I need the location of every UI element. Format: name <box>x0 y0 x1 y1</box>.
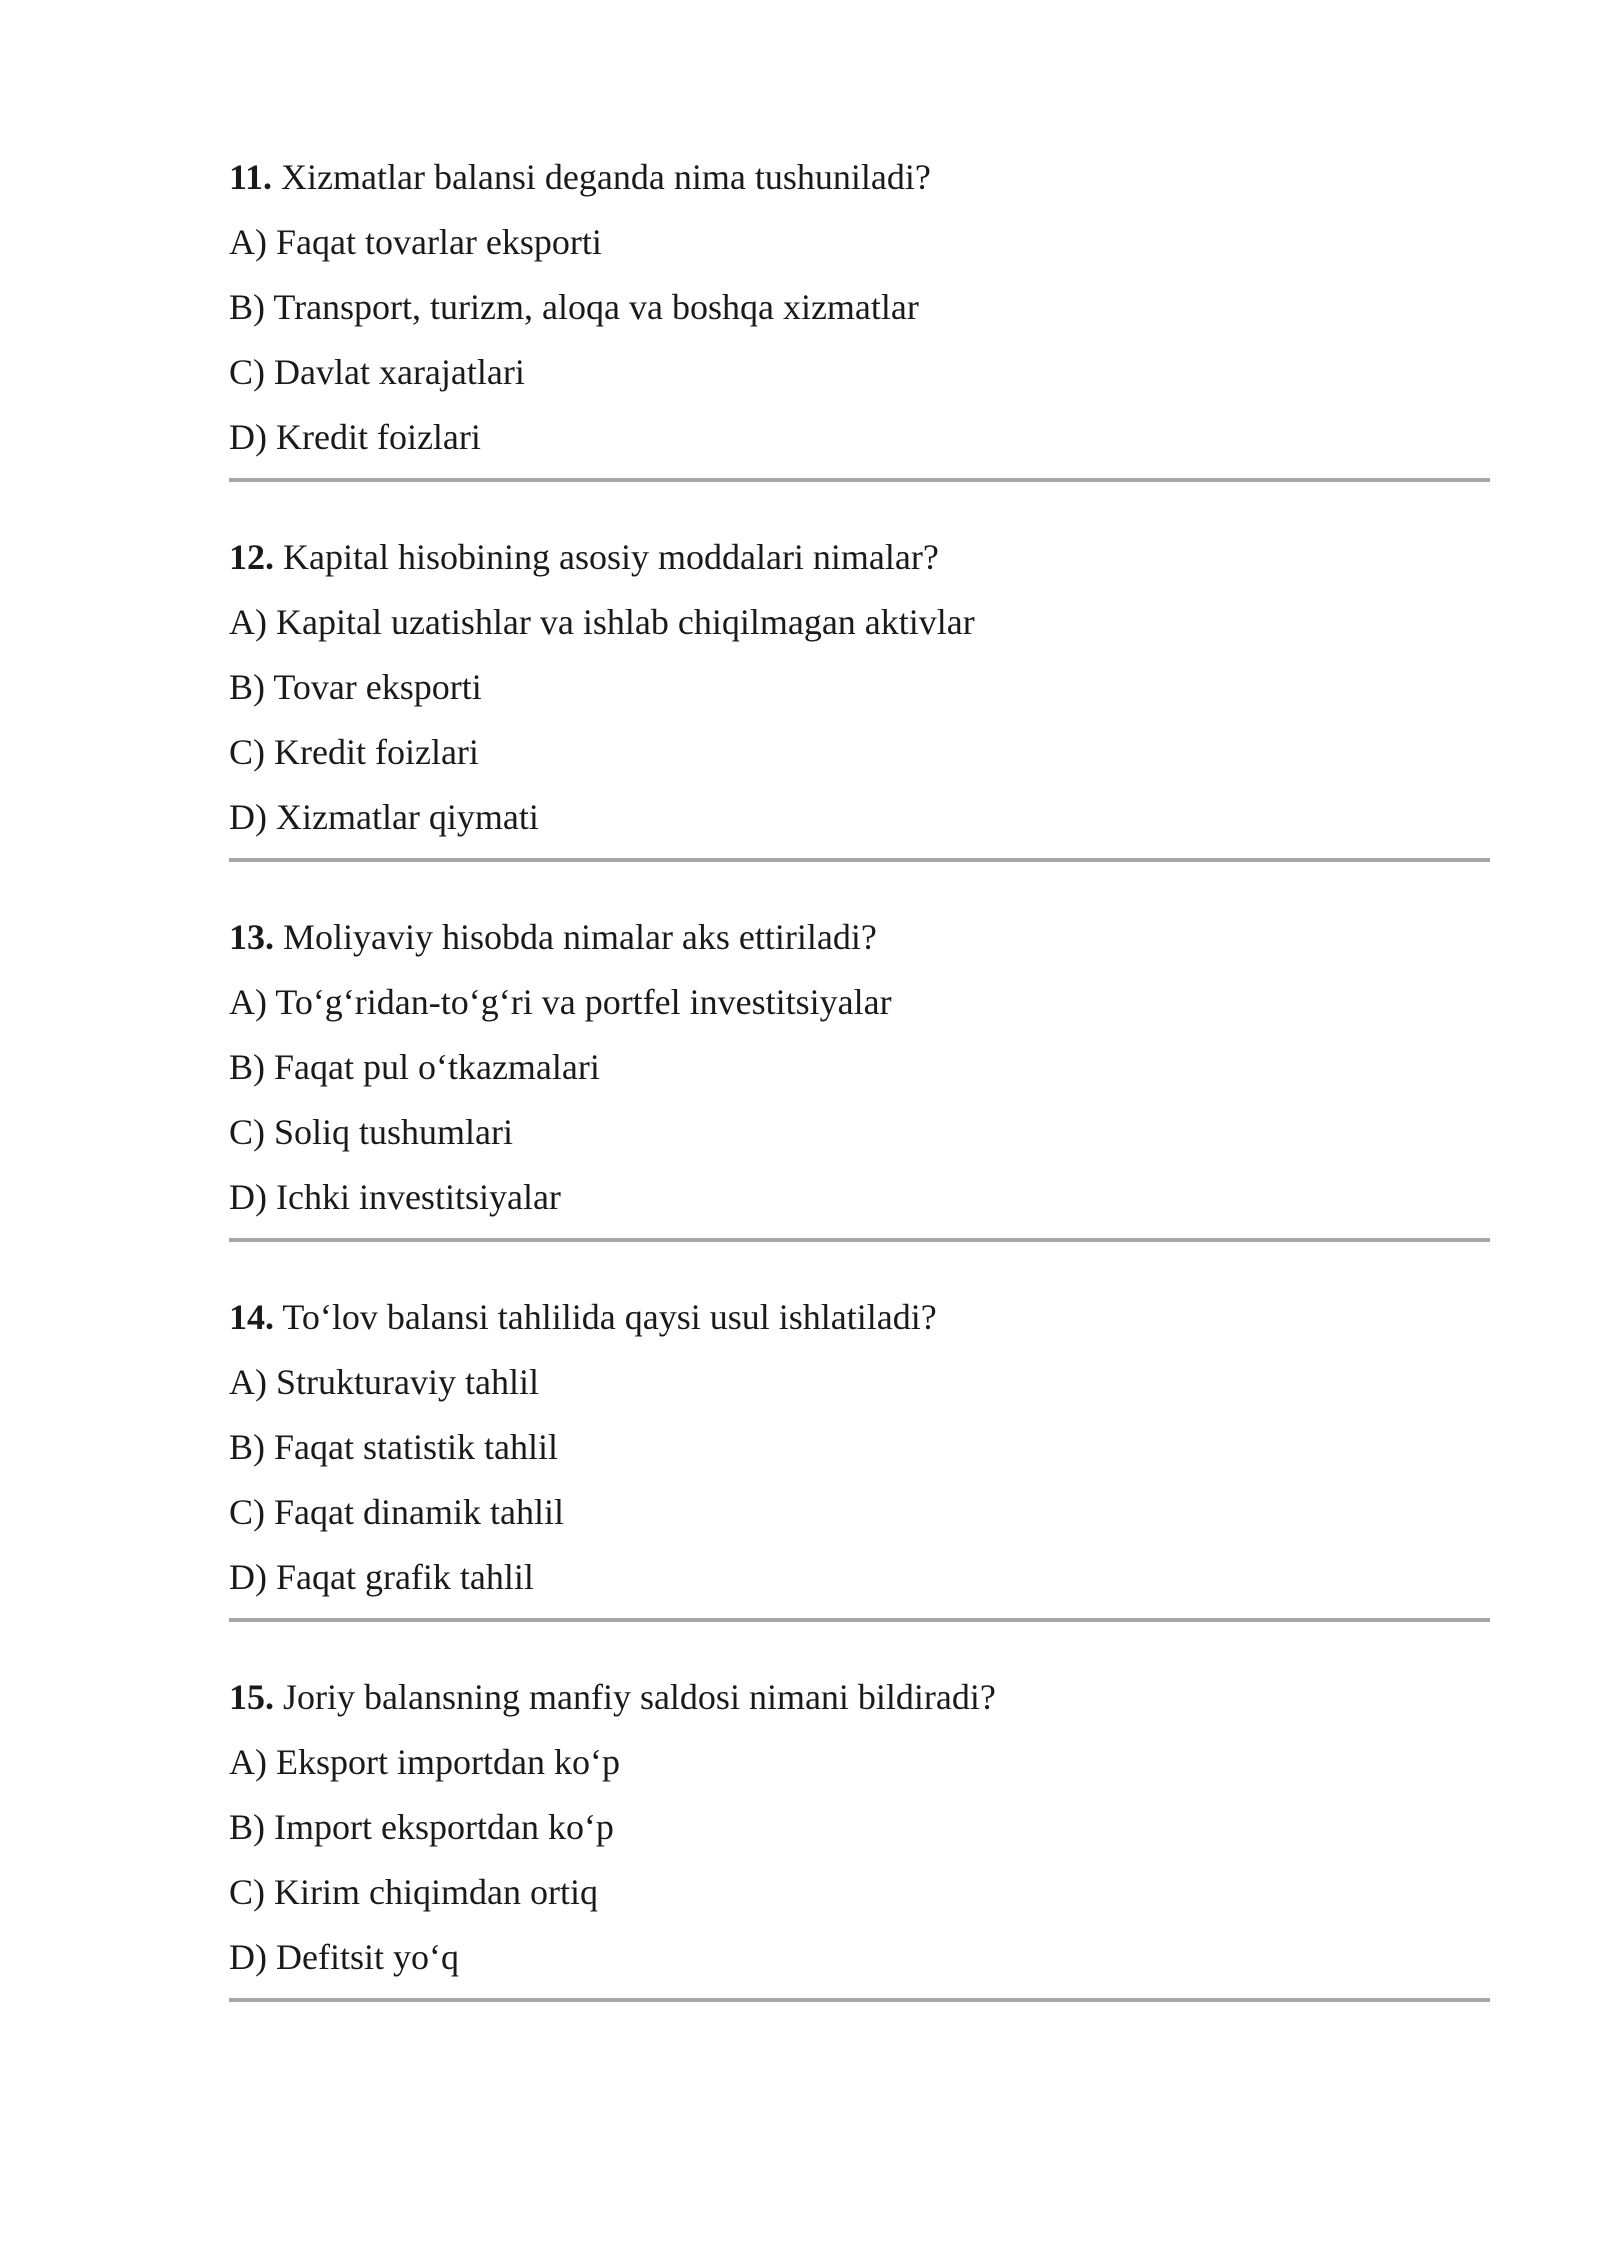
question-number: 15. <box>229 1677 274 1717</box>
option-b: B) Tovar eksporti <box>229 667 482 707</box>
question-text-line <box>229 1665 1490 1730</box>
option-c: C) Soliq tushumlari <box>229 1112 514 1152</box>
question-text: Xizmatlar balansi deganda nima tushuniladi? <box>281 157 931 197</box>
option-b: B) Faqat pul o‘tkazmalari <box>229 1047 600 1087</box>
question-text-line <box>229 525 1490 590</box>
question-11 <box>229 145 1490 525</box>
option-d: D) Xizmatlar qiymati <box>229 797 539 837</box>
question-text: To‘lov balansi tahlilida qaysi usul ishlatiladi? <box>282 1297 937 1337</box>
option-d: D) Ichki investitsiyalar <box>229 1177 561 1217</box>
question-number: 11. <box>229 157 273 197</box>
question-number: 14. <box>229 1297 274 1337</box>
question-13 <box>229 905 1490 1285</box>
option-b: B) Faqat statistik tahlil <box>229 1427 558 1467</box>
divider <box>229 1998 1490 2002</box>
option-c: C) Kirim chiqimdan ortiq <box>229 1872 598 1912</box>
quiz-page <box>229 145 1490 2045</box>
option-d: D) Defitsit yo‘q <box>229 1937 459 1977</box>
question-text: Kapital hisobining asosiy moddalari nimalar? <box>283 537 939 577</box>
question-text-line <box>229 145 1490 210</box>
option-d: D) Faqat grafik tahlil <box>229 1557 534 1597</box>
question-number: 12. <box>229 537 274 577</box>
option-c: C) Kredit foizlari <box>229 732 479 772</box>
option-a: A) Eksport importdan ko‘p <box>229 1742 620 1782</box>
divider <box>229 858 1490 862</box>
question-text: Joriy balansning manfiy saldosi nimani bildiradi? <box>283 1677 996 1717</box>
divider <box>229 1238 1490 1242</box>
question-text: Moliyaviy hisobda nimalar aks ettiriladi? <box>283 917 877 957</box>
option-b: B) Transport, turizm, aloqa va boshqa xizmatlar <box>229 287 919 327</box>
option-a: A) Strukturaviy tahlil <box>229 1362 539 1402</box>
divider <box>229 478 1490 482</box>
question-14 <box>229 1285 1490 1665</box>
question-12 <box>229 525 1490 905</box>
question-text-line <box>229 1285 1490 1350</box>
option-a: A) To‘g‘ridan-to‘g‘ri va portfel investitsiyalar <box>229 982 892 1022</box>
option-a: A) Kapital uzatishlar va ishlab chiqilmagan aktivlar <box>229 602 975 642</box>
question-text-line <box>229 905 1490 970</box>
option-d: D) Kredit foizlari <box>229 417 481 457</box>
question-15 <box>229 1665 1490 2045</box>
divider <box>229 1618 1490 1622</box>
question-number: 13. <box>229 917 274 957</box>
option-a: A) Faqat tovarlar eksporti <box>229 222 602 262</box>
option-b: B) Import eksportdan ko‘p <box>229 1807 614 1847</box>
option-c: C) Davlat xarajatlari <box>229 352 525 392</box>
option-c: C) Faqat dinamik tahlil <box>229 1492 564 1532</box>
